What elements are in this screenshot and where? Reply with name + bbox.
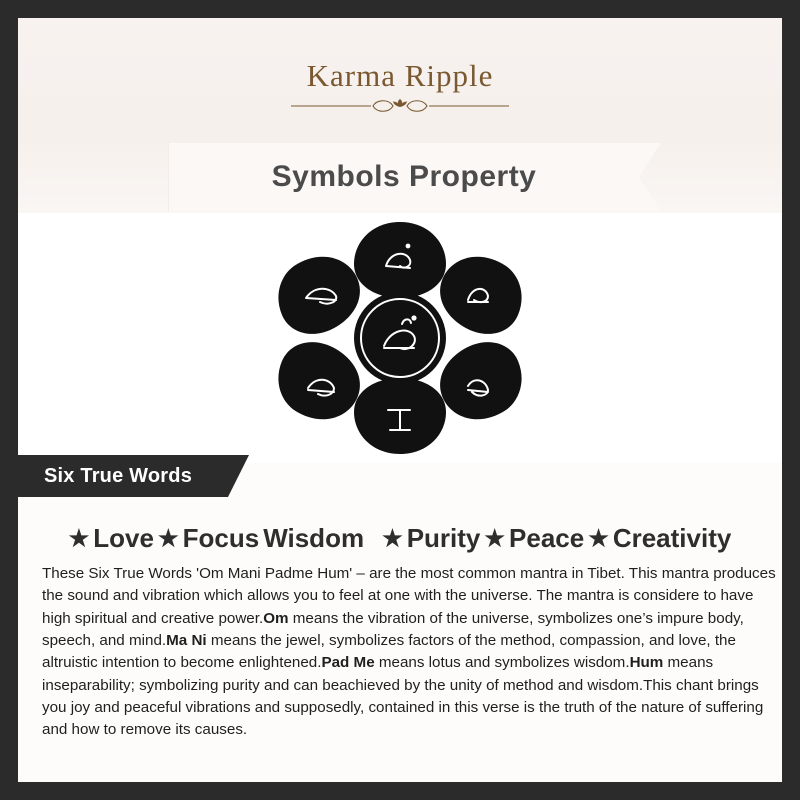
star-icon: ★ <box>484 525 506 551</box>
body-text-3: means the jewel, symbolizes factors of the method, compassion, and love, the altruistic intention to become enlightened. <box>42 632 736 672</box>
keyword-item <box>484 523 584 554</box>
brand-logo <box>18 58 782 116</box>
body-term-padme: Pad Me <box>321 654 375 672</box>
keyword-label: Purity <box>406 523 481 553</box>
keyword-row <box>18 523 782 554</box>
body-text-4: means lotus and symbolizes wisdom. <box>374 654 630 672</box>
mandala-artwork <box>18 213 782 463</box>
title-ribbon <box>168 143 639 211</box>
keyword-label: Love <box>93 523 154 553</box>
page-title: Symbols Property <box>271 160 537 193</box>
keyword-item <box>158 523 259 554</box>
star-icon: ★ <box>68 525 90 551</box>
keyword-label: Creativity <box>612 523 732 553</box>
star-icon: ★ <box>157 525 179 551</box>
star-icon: ★ <box>588 525 609 551</box>
keyword-label: Wisdom <box>263 523 365 553</box>
body-paragraph <box>42 563 782 742</box>
body-term-om: Om <box>263 609 289 627</box>
section-tag <box>18 455 278 497</box>
section-tag-label: Six True Words <box>44 464 193 487</box>
keyword-item <box>263 523 364 554</box>
body-text-5: means inseparability; symbolizing purity and can beachieved by the unity of method and wisdom.This chant brings you joy and peaceful vibrations and supposedly, contained in this verse is the truth of the nature of suffering and how to remove its causes. <box>42 654 764 739</box>
brand-name: Karma Ripple <box>306 58 494 93</box>
body-text-2: means the vibration of the universe, symbolizes one’s impure body, speech, and mind. <box>42 609 744 650</box>
keyword-item <box>69 523 154 554</box>
body-term-mani: Ma Ni <box>166 632 207 650</box>
poster-sheet <box>18 18 782 782</box>
om-mani-padme-hum-lotus-mandala-icon <box>250 214 550 462</box>
keyword-item <box>382 523 480 554</box>
keyword-label: Focus <box>182 523 260 553</box>
body-term-hum: Hum <box>629 654 664 672</box>
lotus-infinity-icon <box>285 96 515 116</box>
keyword-item <box>588 523 731 554</box>
section-tag-shape <box>18 455 228 497</box>
keyword-label: Peace <box>509 523 585 553</box>
body-text-1: These Six True Words 'Om Mani Padme Hum' – are the most common mantra in Tibet. This mantra produces the sound and vibration which allows you to feel at one with the universe. The mantra is considere to have high spiritual and creative power. <box>42 565 776 627</box>
star-icon: ★ <box>382 525 403 551</box>
